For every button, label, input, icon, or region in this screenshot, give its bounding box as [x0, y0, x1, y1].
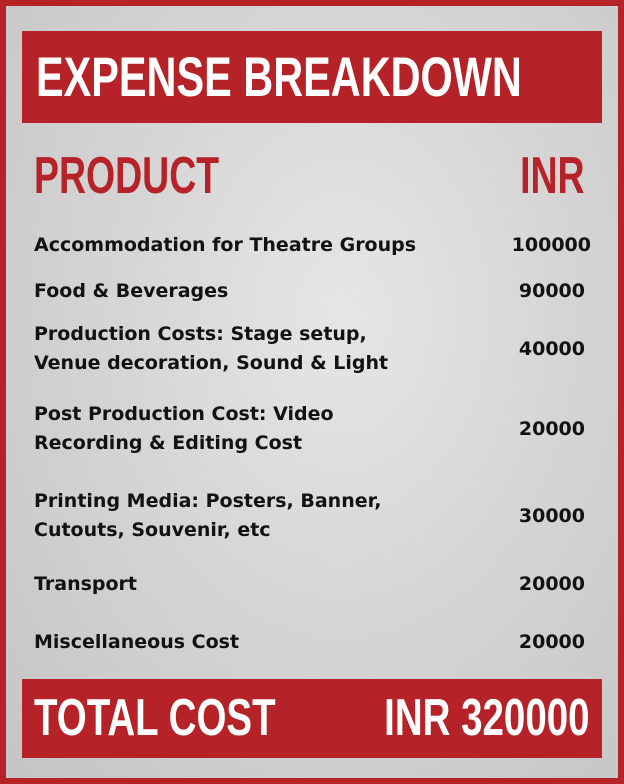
expense-item-name: Accommodation for Theatre Groups: [34, 234, 417, 256]
expense-row: [34, 277, 585, 306]
currency-column-header: INR: [520, 147, 585, 205]
expense-item-name: Production Costs: Stage setup, Venue decoration, Sound & Light: [34, 323, 389, 374]
expense-item-name: Post Production Cost: Video Recording & Editing Cost: [34, 403, 334, 454]
expense-row: [34, 320, 585, 378]
title-banner: [22, 31, 602, 123]
total-amount: INR 320000: [384, 689, 590, 747]
expense-item-name: Transport: [34, 573, 138, 595]
expense-item-amount: 20000: [518, 573, 585, 595]
expense-item-amount: 30000: [518, 504, 585, 527]
total-label: TOTAL COST: [34, 689, 276, 747]
page-title: EXPENSE BREAKDOWN: [36, 45, 522, 108]
expense-item-amount: 90000: [518, 280, 585, 302]
expense-item-name: Food & Beverages: [34, 280, 229, 302]
total-banner: [22, 679, 602, 758]
expense-item-name: Miscellaneous Cost: [34, 631, 240, 653]
expense-item-name: Printing Media: Posters, Banner, Cutouts, Souvenir, etc: [34, 490, 382, 541]
expense-row: [34, 487, 585, 545]
product-column-header: PRODUCT: [34, 147, 220, 205]
expense-row: [34, 231, 591, 260]
expense-row: [34, 400, 585, 458]
expense-row: [34, 628, 585, 657]
expense-row: [34, 570, 585, 599]
expense-item-amount: 20000: [518, 631, 585, 653]
expense-item-amount: 100000: [511, 234, 591, 256]
expense-item-amount: 20000: [518, 417, 585, 440]
expense-item-amount: 40000: [518, 337, 585, 360]
poster-background: [6, 6, 618, 778]
